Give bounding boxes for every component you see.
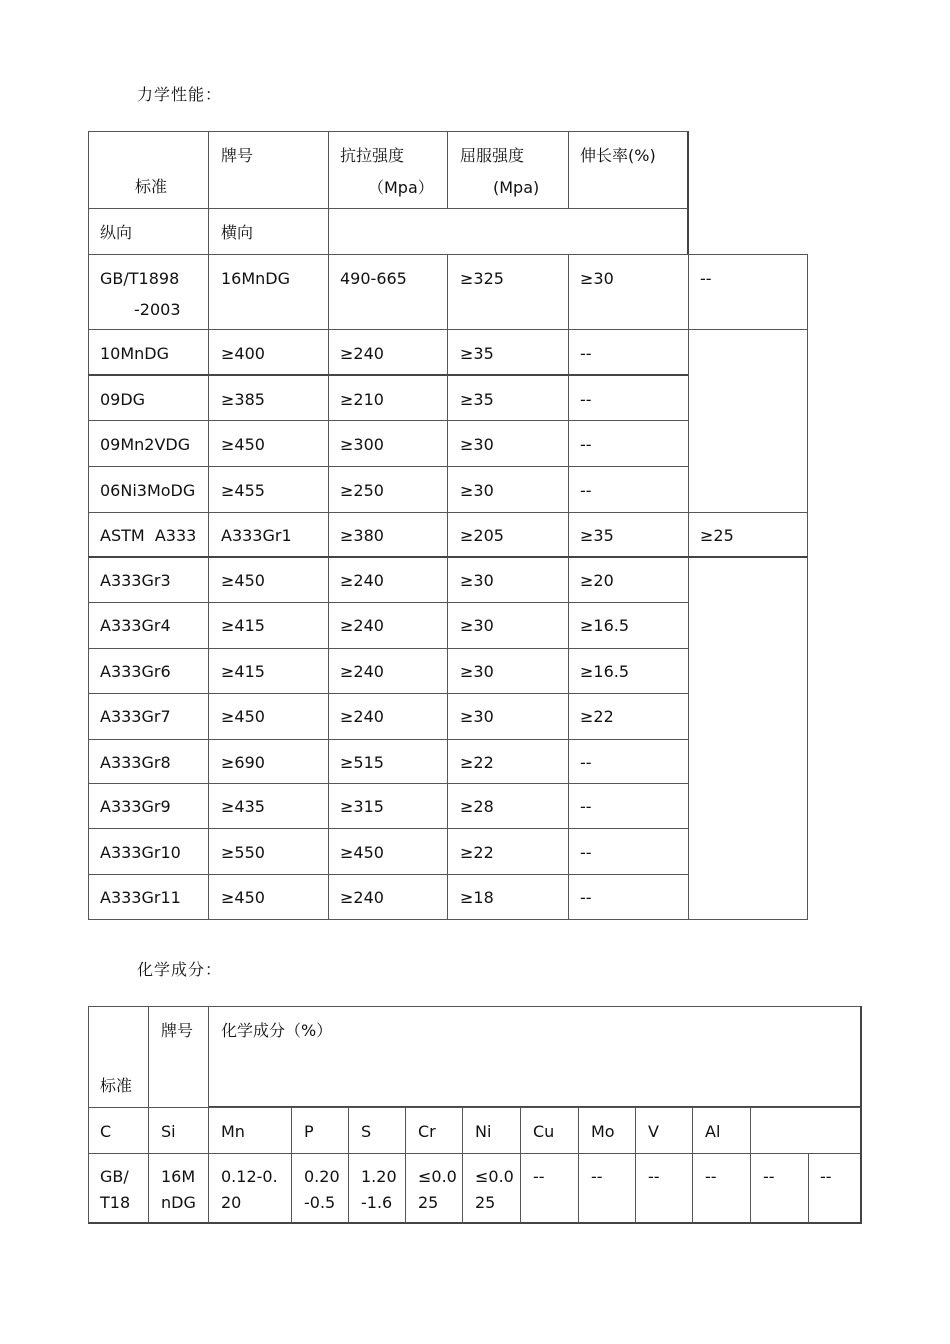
element-ni: Ni <box>475 1122 492 1141</box>
element-cell <box>291 1107 349 1154</box>
row3-c4: ≥30 <box>460 435 494 454</box>
row11-c1: A333Gr9 <box>100 797 171 816</box>
element-cell <box>635 1107 693 1154</box>
element-cr: Cr <box>418 1122 436 1141</box>
element-cu: Cu <box>533 1122 555 1141</box>
row2-c4: ≥35 <box>460 390 494 409</box>
chem-c7b: 25 <box>475 1193 496 1212</box>
table-cell <box>808 1153 862 1224</box>
element-si: Si <box>161 1122 176 1141</box>
row7-c1: A333Gr4 <box>100 616 171 635</box>
row4-c3: ≥250 <box>340 481 384 500</box>
row5-c1: ASTM A333 <box>100 526 197 545</box>
row5-c3: ≥380 <box>340 526 384 545</box>
row0-yield: ≥325 <box>460 269 504 288</box>
element-c: C <box>100 1122 112 1141</box>
chem-c7a: ≤0.0 <box>475 1167 514 1186</box>
row3-c2: ≥450 <box>221 435 265 454</box>
chem-c13: -- <box>820 1167 832 1186</box>
chem-c2a: 16M <box>161 1167 196 1186</box>
row12-c3: ≥450 <box>340 843 384 862</box>
row0-tensile: 490-665 <box>340 269 407 288</box>
row13-c1: A333Gr11 <box>100 888 181 907</box>
chem-header-standard: 标准 <box>100 1076 133 1095</box>
blank-block <box>688 329 808 513</box>
row4-c4: ≥30 <box>460 481 494 500</box>
row1-c5: -- <box>580 344 592 363</box>
row7-c2: ≥415 <box>221 616 265 635</box>
row13-c3: ≥240 <box>340 888 384 907</box>
row10-c2: ≥690 <box>221 753 265 772</box>
chem-c1b: T18 <box>100 1193 131 1212</box>
row6-c2: ≥450 <box>221 571 265 590</box>
header-transverse: 横向 <box>221 223 254 242</box>
row12-c4: ≥22 <box>460 843 494 862</box>
header-tensile-1: 抗拉强度 <box>340 146 405 165</box>
row10-c1: A333Gr8 <box>100 753 171 772</box>
row4-c2: ≥455 <box>221 481 265 500</box>
row6-c1: A333Gr3 <box>100 571 171 590</box>
header-yield-2: (Mpa) <box>493 178 540 197</box>
row7-c3: ≥240 <box>340 616 384 635</box>
row9-c5: ≥22 <box>580 707 614 726</box>
row12-c5: -- <box>580 843 592 862</box>
table-cell <box>520 1153 579 1224</box>
row13-c2: ≥450 <box>221 888 265 907</box>
row4-c1: 06Ni3MoDG <box>100 481 196 500</box>
row9-c3: ≥240 <box>340 707 384 726</box>
row3-c1: 09Mn2VDG <box>100 435 191 454</box>
row2-c3: ≥210 <box>340 390 384 409</box>
row9-c1: A333Gr7 <box>100 707 171 726</box>
row4-c5: -- <box>580 481 592 500</box>
row10-c3: ≥515 <box>340 753 384 772</box>
row1-c2: ≥400 <box>221 344 265 363</box>
chem-c12: -- <box>763 1167 775 1186</box>
row7-c5: ≥16.5 <box>580 616 630 635</box>
row1-c3: ≥240 <box>340 344 384 363</box>
row5-c4: ≥205 <box>460 526 504 545</box>
row5-c2: A333Gr1 <box>221 526 292 545</box>
header-elongation: 伸长率(%) <box>580 146 656 165</box>
row6-c3: ≥240 <box>340 571 384 590</box>
chem-c4b: -0.5 <box>304 1193 336 1212</box>
row0-standard-b: -2003 <box>134 300 181 319</box>
element-cell <box>750 1107 862 1154</box>
table-cell <box>635 1153 693 1224</box>
table-cell <box>692 1153 751 1224</box>
row6-c5: ≥20 <box>580 571 614 590</box>
row3-c5: -- <box>580 435 592 454</box>
element-p: P <box>304 1122 314 1141</box>
row11-c4: ≥28 <box>460 797 494 816</box>
row5-c5: ≥35 <box>580 526 614 545</box>
row11-c5: -- <box>580 797 592 816</box>
row0-standard-a: GB/T1898 <box>100 269 180 288</box>
chem-c1a: GB/ <box>100 1167 129 1186</box>
row13-c4: ≥18 <box>460 888 494 907</box>
element-v: V <box>648 1122 659 1141</box>
row0-grade: 16MnDG <box>221 269 291 288</box>
row12-c2: ≥550 <box>221 843 265 862</box>
chem-c6b: 25 <box>418 1193 439 1212</box>
mechanical-heading: 力学性能： <box>137 85 223 104</box>
row8-c1: A333Gr6 <box>100 662 171 681</box>
header-grade: 牌号 <box>221 146 254 165</box>
row8-c4: ≥30 <box>460 662 494 681</box>
chem-c5b: -1.6 <box>361 1193 393 1212</box>
header-standard: 标准 <box>135 177 168 196</box>
element-cell <box>692 1107 751 1154</box>
chemical-heading: 化学成分： <box>137 960 223 979</box>
row3-c3: ≥300 <box>340 435 384 454</box>
row8-c3: ≥240 <box>340 662 384 681</box>
row9-c4: ≥30 <box>460 707 494 726</box>
chem-c5a: 1.20 <box>361 1167 397 1186</box>
table-cell <box>750 1153 809 1224</box>
row8-c2: ≥415 <box>221 662 265 681</box>
row1-c1: 10MnDG <box>100 344 170 363</box>
chem-c4a: 0.20 <box>304 1167 340 1186</box>
row11-c3: ≥315 <box>340 797 384 816</box>
row10-c5: -- <box>580 753 592 772</box>
element-mn: Mn <box>221 1122 245 1141</box>
blank-block <box>688 556 808 920</box>
row2-c1: 09DG <box>100 390 146 409</box>
header-yield-1: 屈服强度 <box>460 146 525 165</box>
chem-c2b: nDG <box>161 1193 196 1212</box>
row10-c4: ≥22 <box>460 753 494 772</box>
row6-c4: ≥30 <box>460 571 494 590</box>
row9-c2: ≥450 <box>221 707 265 726</box>
row2-c2: ≥385 <box>221 390 265 409</box>
header-tensile-2: （Mpa） <box>368 178 434 197</box>
chem-c9: -- <box>591 1167 603 1186</box>
element-cell <box>88 1107 149 1154</box>
chem-c8: -- <box>533 1167 545 1186</box>
row0-elong-trans: -- <box>700 269 712 288</box>
row11-c2: ≥435 <box>221 797 265 816</box>
chem-header-grade: 牌号 <box>161 1021 194 1040</box>
header-blank-cell <box>328 208 689 255</box>
chem-c3a: 0.12-0. <box>221 1167 278 1186</box>
row5-c6: ≥25 <box>700 526 734 545</box>
element-mo: Mo <box>591 1122 615 1141</box>
row12-c1: A333Gr10 <box>100 843 181 862</box>
header-longitudinal: 纵向 <box>100 223 133 242</box>
element-cell <box>148 1107 209 1154</box>
row0-elong-long: ≥30 <box>580 269 614 288</box>
row1-c4: ≥35 <box>460 344 494 363</box>
chem-c6a: ≤0.0 <box>418 1167 457 1186</box>
chem-c11: -- <box>705 1167 717 1186</box>
element-cell <box>462 1107 521 1154</box>
row8-c5: ≥16.5 <box>580 662 630 681</box>
element-s: S <box>361 1122 372 1141</box>
chem-c3b: 20 <box>221 1193 242 1212</box>
table-cell <box>578 1153 636 1224</box>
element-cell <box>348 1107 406 1154</box>
chem-c10: -- <box>648 1167 660 1186</box>
chem-header-composition: 化学成分（%） <box>221 1021 333 1040</box>
row2-c5: -- <box>580 390 592 409</box>
element-al: Al <box>705 1122 721 1141</box>
row7-c4: ≥30 <box>460 616 494 635</box>
row13-c5: -- <box>580 888 592 907</box>
